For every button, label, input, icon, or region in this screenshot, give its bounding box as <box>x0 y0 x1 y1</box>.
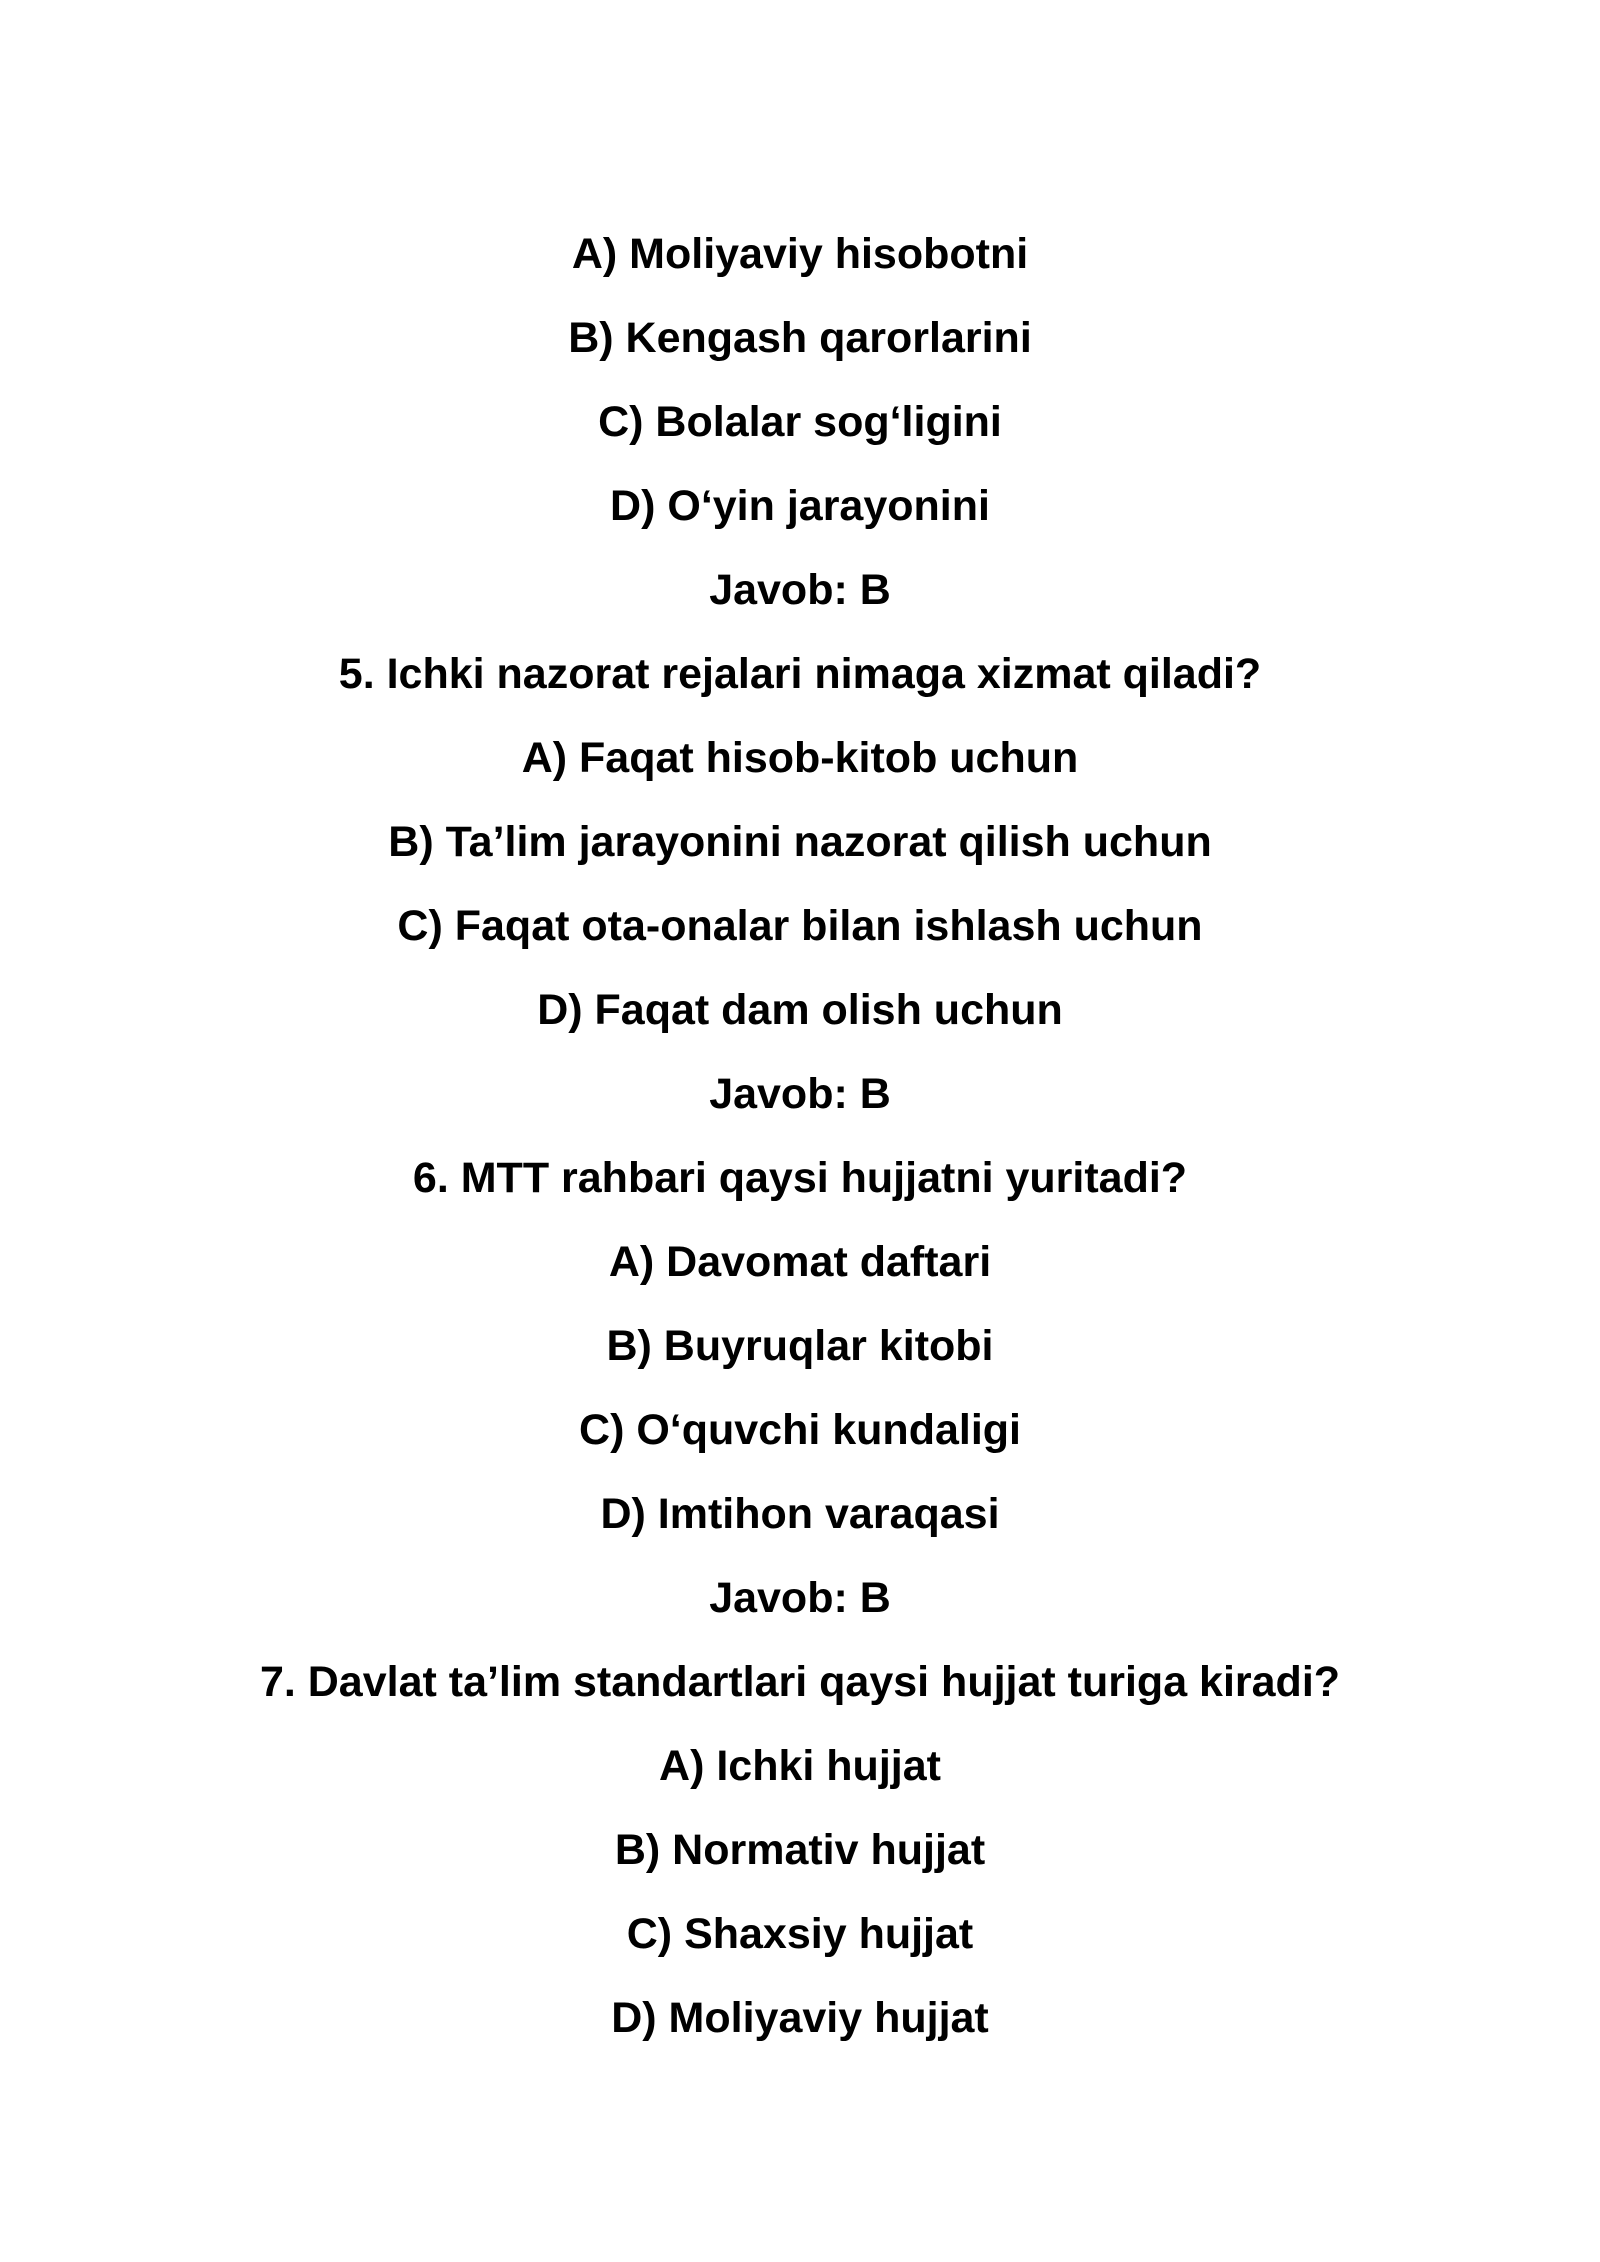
answer-option: B) Ta’lim jarayonini nazorat qilish uchun <box>388 818 1212 866</box>
answer-option: C) Shaxsiy hujjat <box>626 1910 974 1958</box>
document-content <box>0 212 1600 2060</box>
answer-option: C) O‘quvchi kundaligi <box>579 1406 1021 1454</box>
answer-option: A) Ichki hujjat <box>659 1742 941 1790</box>
answer-key: Javob: B <box>709 1574 891 1622</box>
answer-option: D) O‘yin jarayonini <box>610 482 990 530</box>
answer-key: Javob: B <box>709 566 891 614</box>
answer-option: D) Imtihon varaqasi <box>600 1490 1000 1538</box>
answer-option: A) Faqat hisob-kitob uchun <box>521 734 1079 782</box>
answer-option: A) Davomat daftari <box>608 1238 992 1286</box>
answer-option: C) Faqat ota-onalar bilan ishlash uchun <box>397 902 1203 950</box>
question-title: 5. Ichki nazorat rejalari nimaga xizmat qiladi? <box>338 650 1262 698</box>
answer-option: B) Kengash qarorlarini <box>568 314 1032 362</box>
answer-option: A) Moliyaviy hisobotni <box>571 230 1029 278</box>
question-title: 6. MTT rahbari qaysi hujjatni yuritadi? <box>412 1154 1188 1202</box>
answer-option: D) Moliyaviy hujjat <box>611 1994 989 2042</box>
question-title: 7. Davlat ta’lim standartlari qaysi hujjat turiga kiradi? <box>259 1658 1341 1706</box>
answer-option: D) Faqat dam olish uchun <box>537 986 1063 1034</box>
answer-option: B) Normativ hujjat <box>614 1826 986 1874</box>
answer-option: B) Buyruqlar kitobi <box>606 1322 994 1370</box>
answer-key: Javob: B <box>709 1070 891 1118</box>
answer-option: C) Bolalar sog‘ligini <box>598 398 1002 446</box>
